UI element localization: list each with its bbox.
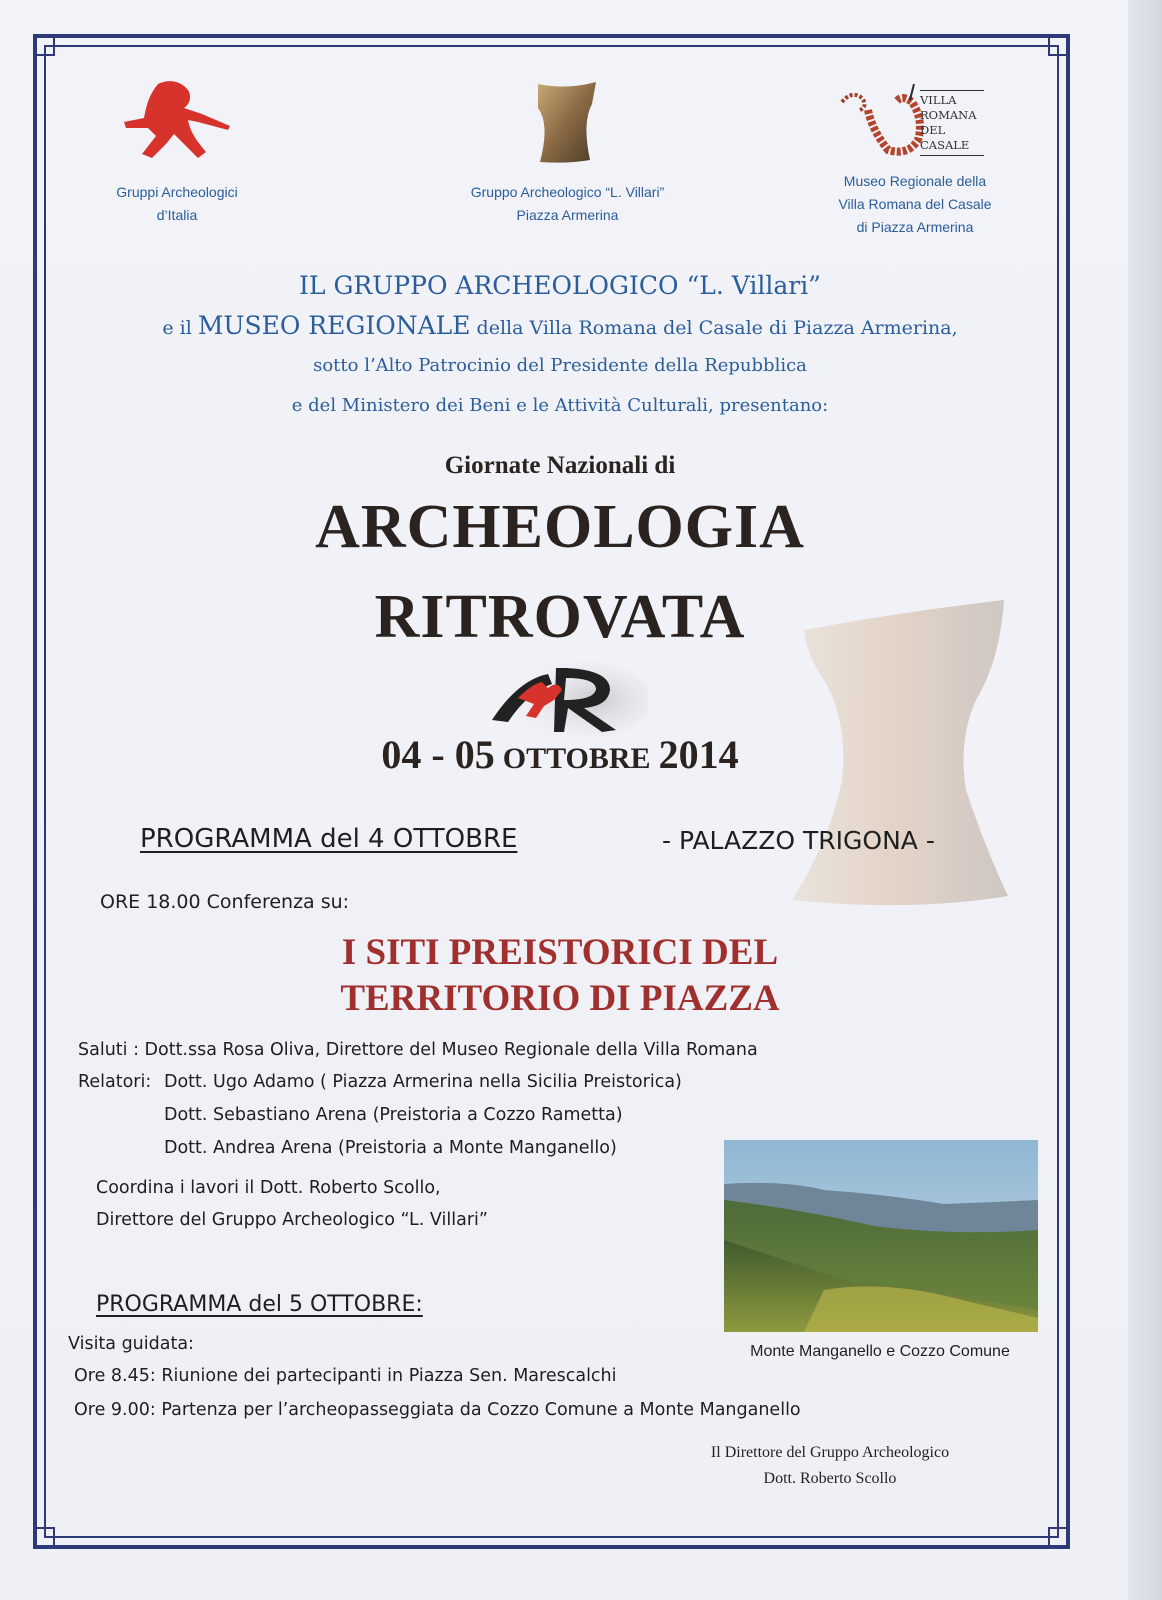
day2-heading: PROGRAMMA del 5 OTTOBRE: — [96, 1292, 423, 1317]
event-subtitle: Giornate Nazionali di — [444, 452, 676, 479]
artifact-logo-icon — [532, 78, 602, 166]
villa-mosaic-logo-icon — [838, 80, 928, 162]
conference-time: ORE 18.00 Conferenza su: — [100, 891, 350, 913]
ar-emblem-icon — [488, 660, 648, 738]
intro-line-2: e il MUSEO REGIONALE della Villa Romana del Casale di Piazza Armerina, — [162, 311, 958, 340]
relatori-label: Relatori: — [78, 1072, 152, 1092]
intro-line-4: e del Ministero dei Beni e le Attività Culturali, presentano: — [291, 395, 829, 416]
villa-logo-line: VILLA — [920, 93, 957, 107]
page-edge-shadow — [1128, 0, 1162, 1600]
villa-logo-line: CASALE — [920, 138, 970, 152]
landscape-photo — [724, 1140, 1038, 1332]
logo-left-caption: Gruppi Archeologici d’Italia — [116, 184, 238, 223]
schedule-item: Ore 9.00: Partenza per l’archeopasseggiata da Cozzo Comune a Monte Manganello — [74, 1400, 801, 1420]
speaker-line: Dott. Ugo Adamo ( Piazza Armerina nella Sicilia Preistorica) — [164, 1072, 682, 1092]
corner-ornament — [1048, 34, 1070, 56]
signature-line-1: Il Direttore del Gruppo Archeologico — [710, 1444, 950, 1461]
corner-ornament — [33, 34, 55, 56]
schedule-item: Ore 8.45: Riunione dei partecipanti in Piazza Sen. Marescalchi — [74, 1366, 617, 1386]
date-month: OTTOBRE — [502, 742, 651, 775]
villa-logo-line: DEL — [920, 123, 946, 137]
date-days: 04 - 05 — [381, 732, 495, 777]
signature-block — [660, 1440, 1000, 1492]
coordinator-line-2: Direttore del Gruppo Archeologico “L. Villari” — [96, 1210, 488, 1230]
speaker-line: Dott. Andrea Arena (Preistoria a Monte Manganello) — [164, 1138, 617, 1158]
intro-line-3: sotto l’Alto Patrocinio del Presidente della Repubblica — [313, 355, 807, 376]
logo-center-caption: Gruppo Archeologico “L. Villari” Piazza Armerina — [470, 184, 665, 223]
day1-venue: - PALAZZO TRIGONA - — [662, 826, 935, 855]
day1-heading: PROGRAMMA del 4 OTTOBRE — [140, 824, 518, 854]
warrior-logo-icon — [118, 78, 236, 164]
corner-ornament — [1048, 1527, 1070, 1549]
conference-title-line-1: I SITI PREISTORICI DEL — [341, 932, 779, 973]
date-year: 2014 — [658, 732, 739, 777]
event-title-line-2: RITROVATA — [374, 583, 746, 651]
photo-caption: Monte Manganello e Cozzo Comune — [750, 1343, 1010, 1360]
speaker-line: Dott. Sebastiano Arena (Preistoria a Cozzo Rametta) — [164, 1105, 623, 1125]
villa-logo-line: ROMANA — [920, 108, 977, 122]
signature-line-2: Dott. Roberto Scollo — [763, 1470, 897, 1487]
intro-line-1: IL GRUPPO ARCHEOLOGICO “L. Villari” — [299, 271, 821, 300]
visit-label: Visita guidata: — [68, 1334, 194, 1354]
conference-title-line-2: TERRITORIO DI PIAZZA — [340, 978, 780, 1019]
saluti-line: Saluti : Dott.ssa Rosa Oliva, Direttore del Museo Regionale della Villa Romana — [78, 1040, 758, 1060]
event-date — [60, 730, 1060, 789]
logo-right-caption: Museo Regionale della Villa Romana del Casale di Piazza Armerina — [838, 173, 992, 235]
event-title-line-1: ARCHEOLOGIA — [315, 493, 805, 561]
corner-ornament — [33, 1527, 55, 1549]
coordinator-line-1: Coordina i lavori il Dott. Roberto Scollo, — [96, 1178, 441, 1198]
villa-logo-wordmark — [920, 90, 984, 156]
